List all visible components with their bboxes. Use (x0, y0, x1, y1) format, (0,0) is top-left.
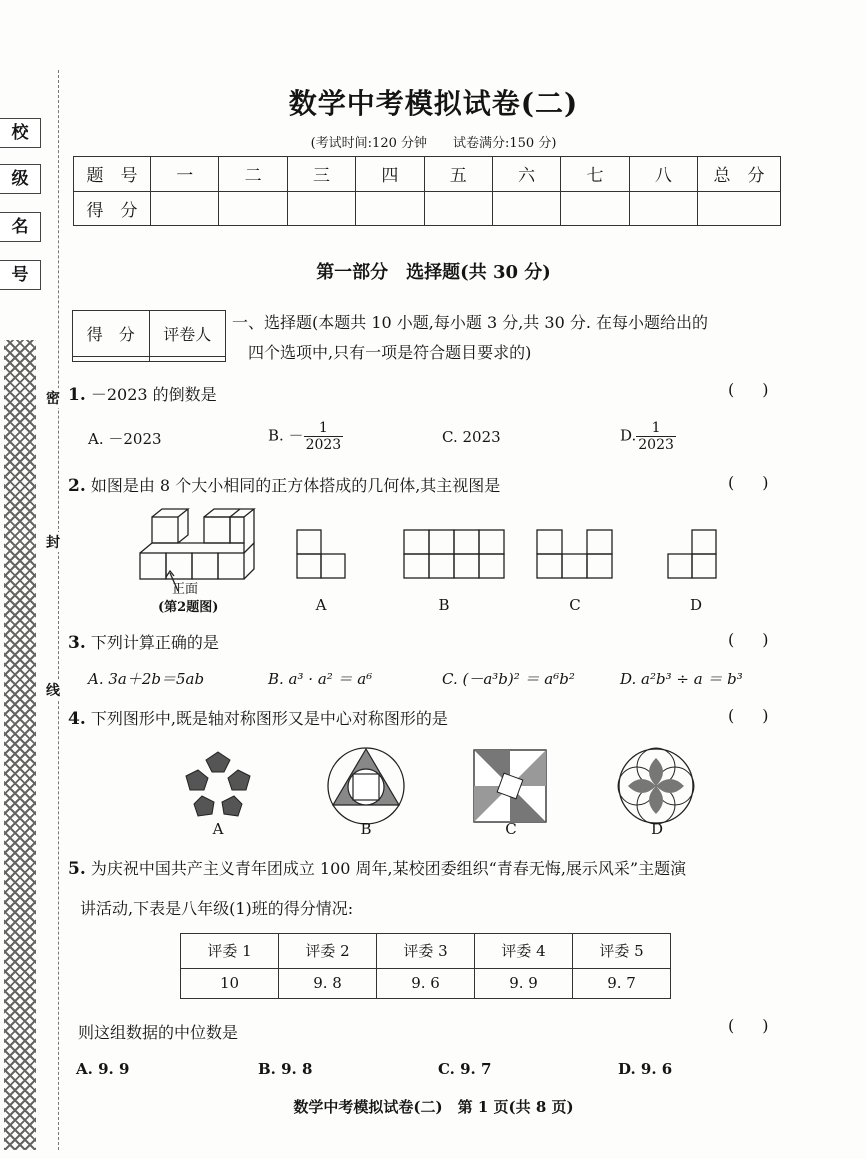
q1-b-fraction (304, 420, 344, 453)
q5-value-cell: 9. 7 (573, 968, 671, 998)
question-1 (68, 382, 217, 405)
score-header-cell: 二 (219, 157, 287, 192)
cube-top (140, 543, 244, 553)
score-cell[interactable] (424, 191, 492, 226)
q1-b-num: 1 (304, 420, 344, 437)
section-instructions (232, 308, 792, 368)
q4-label-a: A (212, 820, 224, 838)
q3-option-d: D. a²b³ ÷ a ＝ b³ (620, 670, 743, 688)
question-5 (68, 856, 798, 879)
q5-number: 5. (68, 859, 86, 879)
q5-option-c: C. 9. 7 (438, 1060, 492, 1078)
q2-number: 2. (68, 476, 86, 496)
q5-value-cell: 10 (181, 968, 279, 998)
q2-caption: (第2题图) (158, 600, 219, 615)
score-cell[interactable] (561, 191, 629, 226)
score-header-cell: 七 (561, 157, 629, 192)
q4-number: 4. (68, 709, 86, 729)
score-cell[interactable] (356, 191, 424, 226)
q5-text-line-1: 为庆祝中国共产主义青年团成立 100 周年,某校团委组织“青春无悔,展示风采”主题演 (90, 859, 687, 878)
cube-face (192, 553, 218, 579)
score-cell[interactable] (287, 191, 355, 226)
section-line-2: 四个选项中,只有一项是符合题目要求的) (248, 343, 532, 362)
q4-answer-paren[interactable]: () (728, 706, 797, 725)
q5-answer-paren[interactable]: () (728, 1016, 797, 1035)
cube-face (230, 517, 244, 543)
q1-option-a: A. －2023 (88, 430, 162, 448)
grader-box (72, 310, 226, 362)
q5-option-a: A. 9. 9 (76, 1060, 130, 1078)
score-table-header-row (74, 157, 781, 192)
score-cell[interactable] (629, 191, 697, 226)
q1-option-b (268, 420, 343, 453)
exam-subtitle: (考试时间:120 分钟 试卷满分:150 分) (310, 136, 557, 151)
q2-option-a-figure (295, 528, 351, 580)
q2-label-a: A (315, 596, 327, 614)
cube-edge (230, 509, 240, 517)
q5-header-cell: 评委 5 (573, 934, 671, 969)
side-label-number: 号 (0, 260, 41, 290)
q5-option-d: D. 9. 6 (618, 1060, 673, 1078)
score-cell[interactable] (492, 191, 560, 226)
q2-front-label: 正面 (172, 582, 199, 597)
q1-d-fraction (636, 420, 676, 453)
seal-char-mi: 密 (46, 388, 60, 408)
q4-option-b-circle-triangle-figure (325, 745, 407, 827)
q4-label-d: D (650, 820, 664, 838)
q5-option-b: B. 9. 8 (258, 1060, 313, 1078)
q1-d-den: 2023 (638, 437, 674, 453)
grader-reviewer-cell[interactable] (149, 356, 226, 361)
side-label-class: 级 (0, 164, 41, 194)
score-table-value-row (74, 191, 781, 226)
q3-option-a: A. 3a＋2b＝5ab (88, 670, 205, 688)
score-header-cell: 一 (151, 157, 219, 192)
q3-text: 下列计算正确的是 (90, 633, 219, 652)
q4-label-c: C (505, 820, 517, 838)
q2-label-d: D (689, 596, 703, 614)
q5-header-cell: 评委 4 (475, 934, 573, 969)
q1-option-c: C. 2023 (442, 428, 501, 446)
q4-label-b: B (360, 820, 372, 838)
q2-option-b-figure (402, 528, 506, 580)
cube-top (152, 509, 188, 517)
page-footer: 数学中考模拟试卷(二) 第 1 页(共 8 页) (293, 1098, 574, 1116)
score-header-cell: 六 (492, 157, 560, 192)
section-line-1: 一、选择题(本题共 10 小题,每小题 3 分,共 30 分. 在每小题给出的 (232, 313, 709, 332)
score-table (73, 156, 781, 226)
cube-top (204, 509, 254, 517)
q2-label-c: C (569, 596, 581, 614)
cube-face (204, 517, 230, 543)
q2-option-c-figure (535, 528, 615, 580)
cube-face (218, 553, 244, 579)
question-2 (68, 473, 500, 496)
q1-option-d (620, 420, 676, 453)
question-3 (68, 630, 219, 653)
exam-title: 数学中考模拟试卷(二) (288, 87, 579, 120)
score-header-cell: 四 (356, 157, 424, 192)
q5-value-cell: 9. 6 (377, 968, 475, 998)
grader-reviewer-label: 评卷人 (149, 311, 226, 357)
question-4 (68, 706, 448, 729)
q5-value-cell: 9. 9 (475, 968, 573, 998)
cube-side (244, 543, 254, 579)
q1-b-prefix: B. － (268, 426, 304, 445)
seal-char-feng: 封 (46, 532, 60, 552)
q4-text: 下列图形中,既是轴对称图形又是中心对称图形的是 (90, 709, 448, 728)
q4-option-a-pentagon-figure (180, 748, 256, 820)
score-cell[interactable] (151, 191, 219, 226)
score-header-cell: 总 分 (698, 157, 781, 192)
q5-value-cell: 9. 8 (279, 968, 377, 998)
q1-number: 1. (68, 385, 86, 405)
side-label-school: 校 (0, 118, 41, 148)
q1-answer-paren[interactable]: () (728, 380, 797, 399)
side-label-name: 名 (0, 212, 41, 242)
score-cell[interactable] (698, 191, 781, 226)
q2-option-d-figure (666, 528, 722, 580)
q1-b-den: 2023 (305, 437, 342, 453)
cube-face (166, 553, 192, 579)
q1-text: －2023 的倒数是 (90, 385, 217, 404)
q5-question: 则这组数据的中位数是 (78, 1023, 239, 1042)
cube-side (178, 509, 188, 543)
q2-answer-paren[interactable]: () (728, 473, 797, 492)
q3-option-c: C. (－a³b)² ＝ a⁶b² (442, 670, 575, 688)
q4-option-c-square-figure (470, 746, 550, 826)
q1-d-prefix: D. (620, 426, 637, 445)
score-header-cell: 题 号 (74, 157, 151, 192)
grader-score-cell[interactable] (73, 356, 150, 361)
score-header-cell: 五 (424, 157, 492, 192)
q2-label-b: B (438, 596, 450, 614)
q4-option-d-flower-figure (616, 746, 696, 826)
binding-pattern (4, 340, 36, 1150)
cube-face (140, 553, 166, 579)
q5-text-line-2: 讲活动,下表是八年级(1)班的得分情况: (80, 899, 354, 918)
q5-header-row (181, 934, 671, 969)
q5-score-table (180, 933, 671, 999)
score-header-cell: 三 (287, 157, 355, 192)
q3-answer-paren[interactable]: () (728, 630, 797, 649)
q5-value-row (181, 968, 671, 998)
q1-d-num: 1 (636, 420, 676, 437)
grader-score-label: 得 分 (73, 311, 150, 357)
q5-header-cell: 评委 3 (377, 934, 475, 969)
score-header-cell: 八 (629, 157, 697, 192)
score-cell[interactable] (219, 191, 287, 226)
q2-text: 如图是由 8 个大小相同的正方体搭成的几何体,其主视图是 (90, 476, 501, 495)
q5-header-cell: 评委 1 (181, 934, 279, 969)
cube-face (152, 517, 178, 543)
q3-option-b: B. a³ · a² ＝ a⁶ (268, 670, 373, 688)
seal-char-xian: 线 (46, 680, 60, 700)
part-one-title: 第一部分 选择题(共 30 分) (316, 262, 551, 283)
q5-header-cell: 评委 2 (279, 934, 377, 969)
q3-number: 3. (68, 633, 86, 653)
score-row-label: 得 分 (74, 191, 151, 226)
seal-line (58, 70, 59, 1150)
